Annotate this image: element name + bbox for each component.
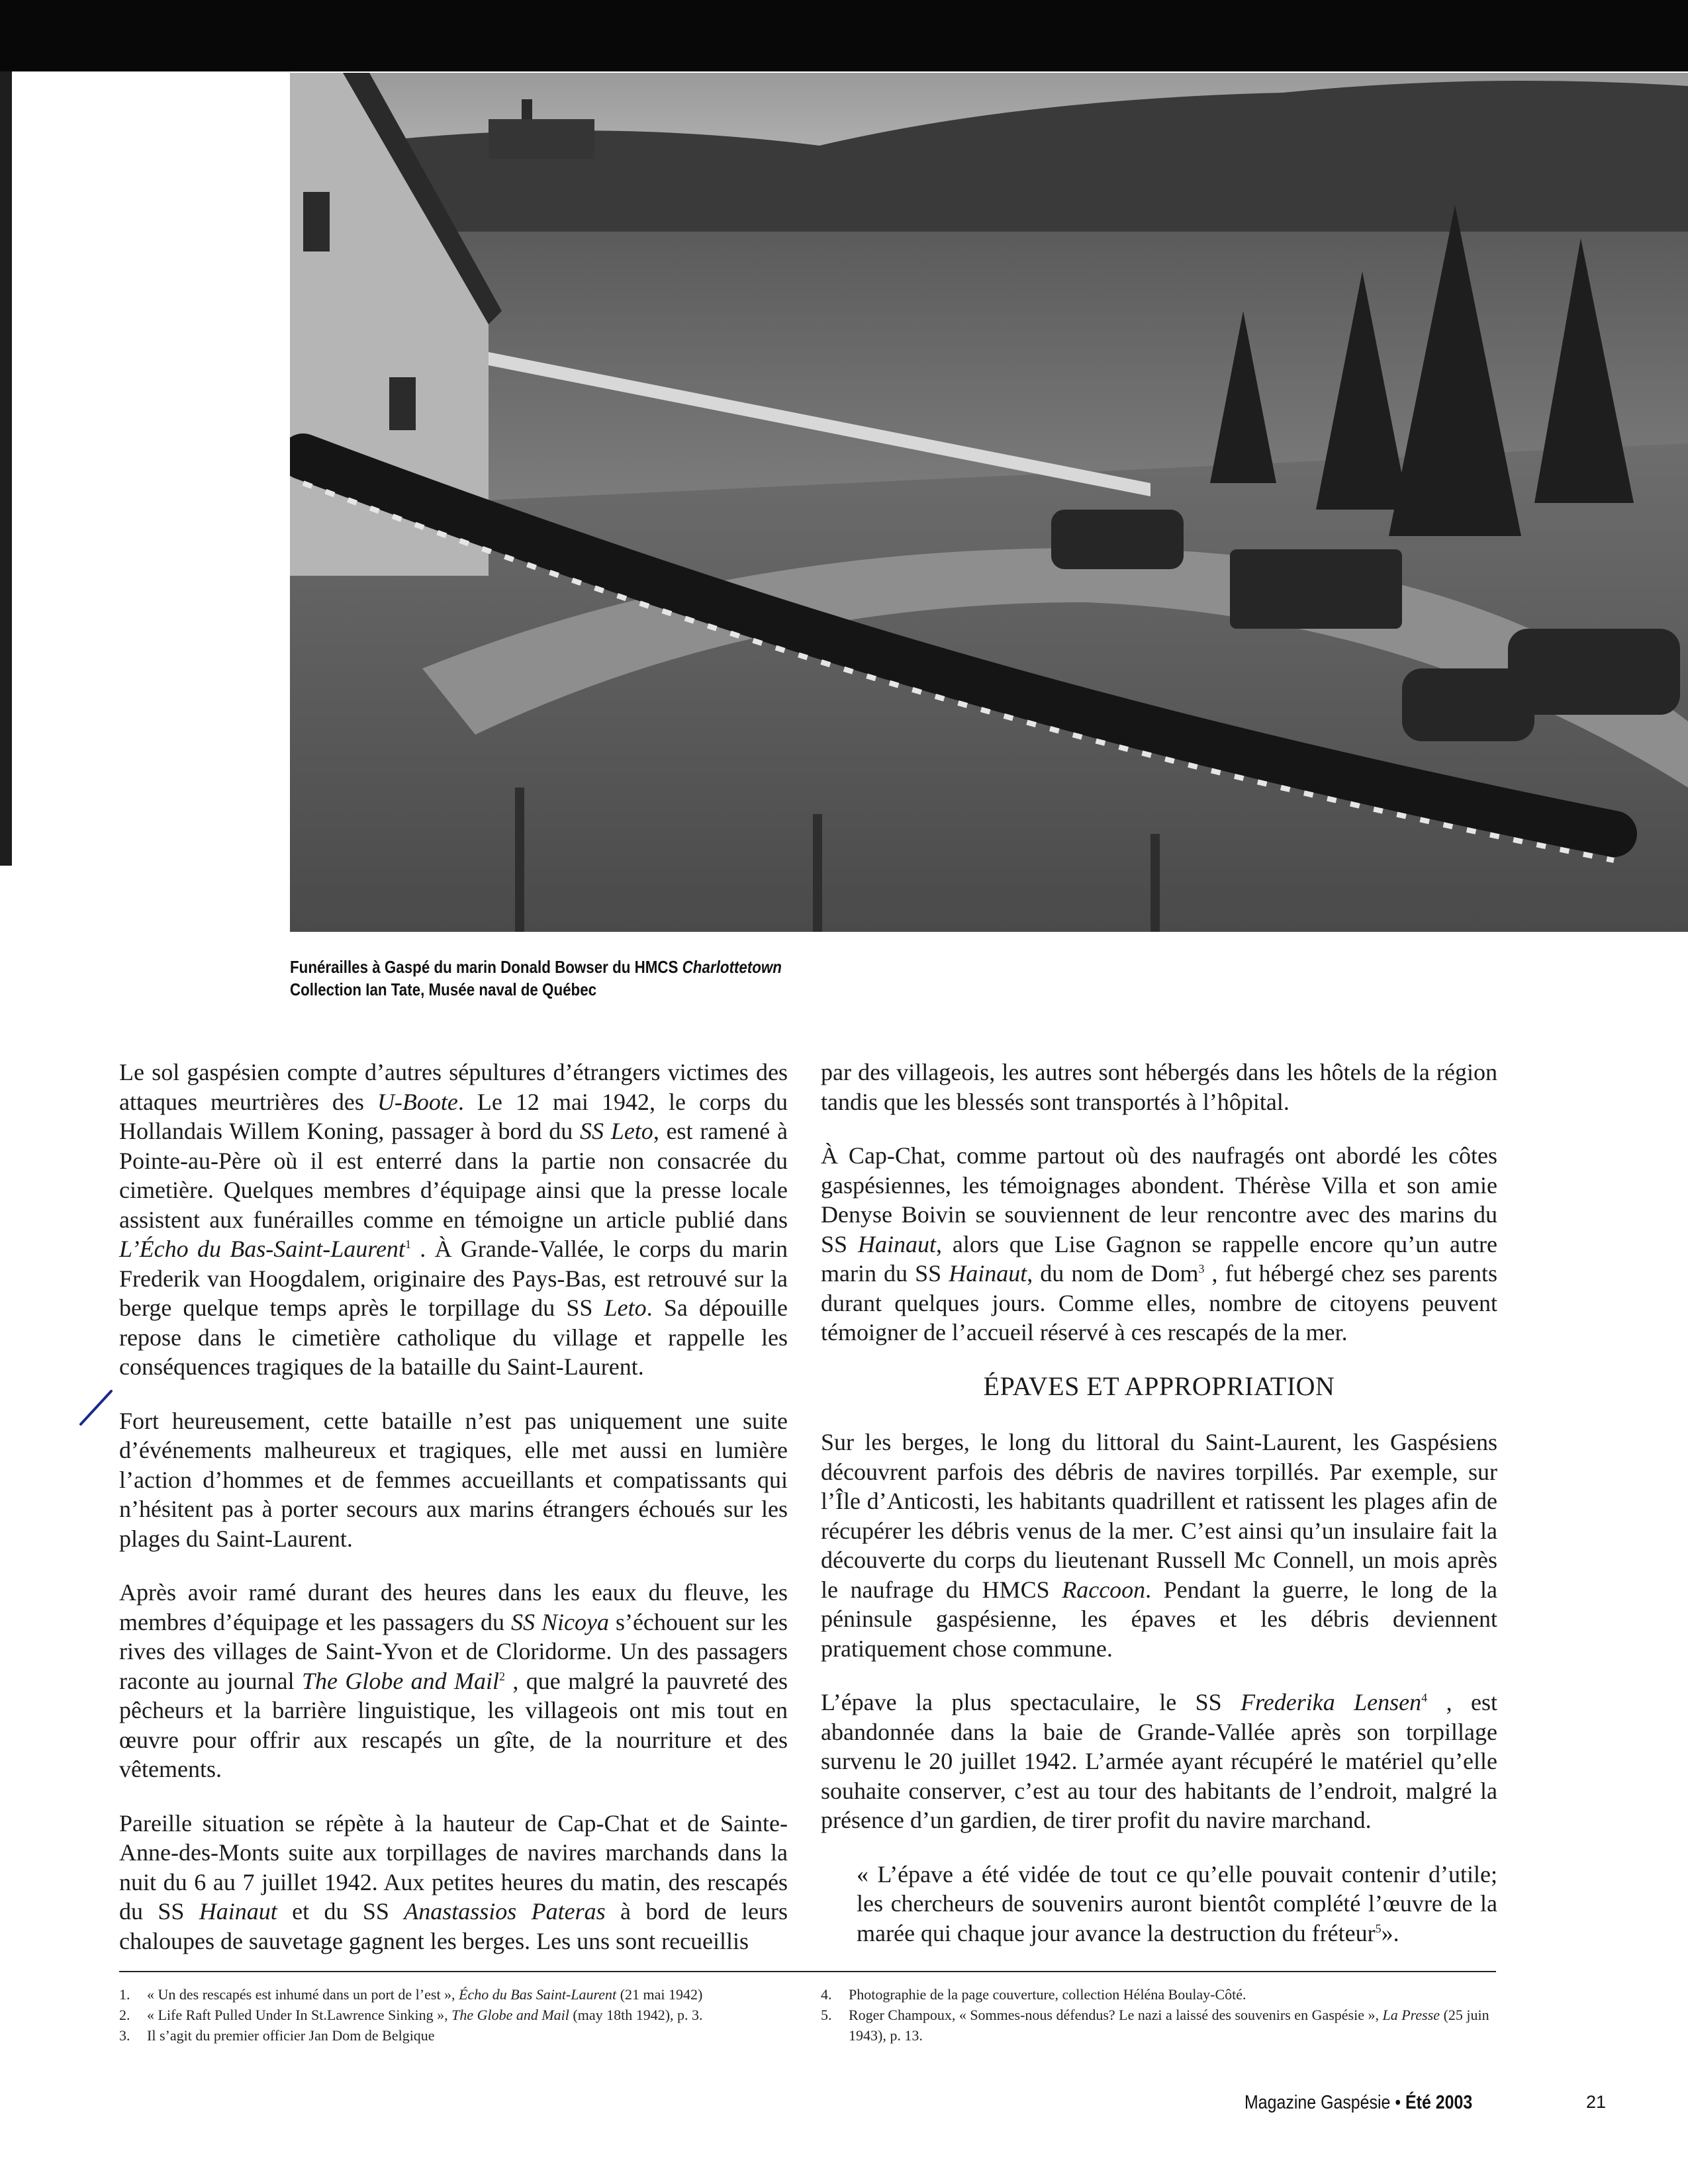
block-quote: « L’épave a été vidée de tout ce qu’elle pouvait contenir d’utile; les chercheurs de souvenirs auront bientôt complété l’œuvre de la marée qui chaque jour avance la destruction du fréteur$^5$».: [857, 1860, 1497, 1946]
handwritten-check-mark-icon: [78, 1388, 115, 1428]
top-black-band: [0, 0, 1688, 71]
funeral-procession-photo: [290, 73, 1688, 932]
footnote: 2. « Life Raft Pulled Under In St.Lawrence Sinking », The Globe and Mail (may 18th 1942), p. 3.: [119, 2007, 703, 2023]
paragraph: Le sol gaspésien compte d’autres sépultures d’étrangers victimes des attaques meurtrières des U-Boote. Le 12 mai 1942, le corps du Hollandais Willem Koning, passager à bord du SS Leto, est ramené à Pointe-au-Père où il est enterré dans la partie non consacrée du cimetière. Quelques membres d’équipage ainsi que la presse locale assistent aux funérailles comme en témoigne un article publié dans L’Écho du Bas-Saint-Laurent$^1$ . À Grande-Vallée, le corps du marin Frederik van Hoogdalem, originaire des Pays-Bas, est retrouvé sur la berge quelque temps après le torpillage du SS Leto. Sa dépouille repose dans le cimetière catholique du village et rappelle les conséquences tragiques de la bataille du Saint-Laurent.: [119, 1059, 788, 1380]
running-footer: Magazine Gaspésie • Été 2003: [1244, 2092, 1473, 2113]
footnote-divider: [119, 1971, 1496, 1972]
caption-line-2: Collection Ian Tate, Musée naval de Québec: [290, 979, 597, 999]
photo-caption: [290, 956, 1144, 1001]
section-heading: ÉPAVES ET APPROPRIATION: [983, 1371, 1335, 1401]
footnote: 1. « Un des rescapés est inhumé dans un port de l’est », Écho du Bas Saint-Laurent (21 mai 1942): [119, 1986, 703, 2003]
caption-line-1: Funérailles à Gaspé du marin Donald Bowser du HMCS Charlottetown: [290, 957, 782, 977]
footnote: 3. Il s’agit du premier officier Jan Dom de Belgique: [119, 2027, 435, 2044]
footnote: 5. Roger Champoux, « Sommes-nous défendus? Le nazi a laissé des souvenirs en Gaspésie », La Presse (25 juin 1943), p. 13.: [821, 2007, 1489, 2044]
paragraph: L’épave la plus spectaculaire, le SS Frederika Lensen$^4$ , est abandonnée dans la baie de Grande-Vallée après son torpillage survenu le 20 juillet 1942. L’armée ayant récupéré le matériel qu’elle souhaite conserver, c’est au tour des habitants de l’endroit, malgré la présence d’un gardien, de tirer profit du navire marchand.: [821, 1689, 1497, 1833]
paragraph: Après avoir ramé durant des heures dans les eaux du fleuve, les membres d’équipage et les passagers du SS Nicoya s’échouent sur les rives des villages de Saint-Yvon et de Cloridorme. Un des passagers raconte au journal The Globe and Mail$^2$ , que malgré la pauvreté des pêcheurs et la barrière linguistique, les villageois ont mis tout en œuvre pour offrir aux rescapés un gîte, de la nourriture et des vêtements.: [119, 1579, 788, 1782]
scan-edge: [0, 71, 12, 866]
page-number: 21: [1586, 2092, 1607, 2112]
right-column: [821, 1058, 1497, 1948]
left-column: [119, 1058, 788, 1956]
footnotes-right: [821, 1984, 1509, 2046]
paragraph: À Cap-Chat, comme partout où des naufragés ont abordé les côtes gaspésiennes, les témoignages abondent. Thérèse Villa et son amie Denyse Boivin se souviennent de leur rencontre avec des marins du SS Hainaut, alors que Lise Gagnon se rappelle encore qu’un autre marin du SS Hainaut, du nom de Dom$^3$ , fut hébergé chez ses parents durant quelques jours. Comme elles, nombre de citoyens peuvent témoigner de l’accueil réservé à ces rescapés de la mer.: [821, 1142, 1498, 1345]
paragraph: Fort heureusement, cette bataille n’est pas uniquement une suite d’événements malheureux et tragiques, elle met aussi en lumière l’action d’hommes et de femmes accueillants et compatissants qui n’hésitent pas à porter secours aux marins étrangers échoués sur les plages du Saint-Laurent.: [119, 1407, 788, 1552]
footnote: 4. Photographie de la page couverture, collection Héléna Boulay-Côté.: [821, 1986, 1246, 2003]
paragraph: Pareille situation se répète à la hauteur de Cap-Chat et de Sainte-Anne-des-Monts suite aux torpillages de navires marchands dans la nuit du 6 au 7 juillet 1942. Aux petites heures du matin, des rescapés du SS Hainaut et du SS Anastassios Pateras à bord de leurs chaloupes de sauvetage gagnent les berges. Les uns sont recueillis: [119, 1809, 788, 1954]
paragraph: par des villageois, les autres sont hébergés dans les hôtels de la région tandis que les blessés sont transportés à l’hôpital.: [821, 1059, 1497, 1115]
footnotes-left: [119, 1984, 788, 2046]
paragraph: Sur les berges, le long du littoral du Saint-Laurent, les Gaspésiens découvrent parfois des débris de navires torpillés. Par exemple, sur l’Île d’Anticosti, les habitants quadrillent et ratissent les plages afin de récupérer les débris venus de la mer. C’est ainsi qu’un insulaire fait la découverte du corps du lieutenant Russell Mc Connell, un mois après le naufrage du HMCS Raccoon. Pendant la guerre, le long de la péninsule gaspésienne, les épaves et les débris deviennent pratiquement chose commune.: [821, 1429, 1497, 1662]
